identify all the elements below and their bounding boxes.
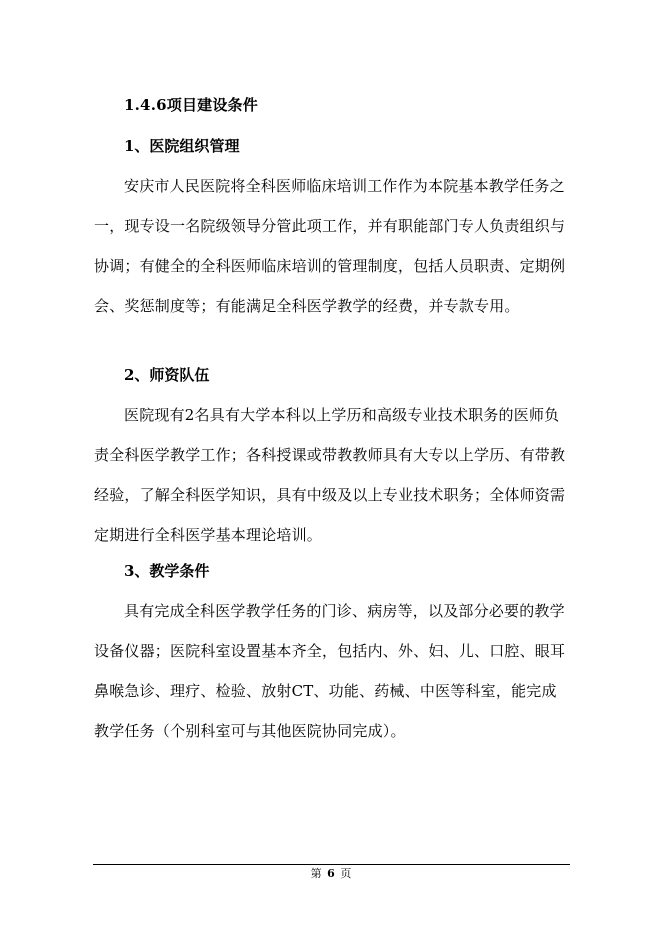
page-number-value: 6 bbox=[327, 867, 335, 880]
section-heading-organization-management: 1、医院组织管理 bbox=[124, 137, 240, 155]
section-heading-teaching-conditions: 3、教学条件 bbox=[124, 562, 210, 580]
page-number-suffix: 页 bbox=[340, 867, 352, 880]
teaching-conditions-paragraph: 具有完成全科医学教学任务的门诊、病房等，以及部分必要的教学设备仪器；医院科室设置基本齐全，包括内、外、妇、儿、口腔、眼耳鼻喉急诊、理疗、检验、放射CT、功能、药械、中医等科室，能完成教学任务（个别科室可与其他医院协同完成）。 bbox=[94, 602, 566, 740]
page-number bbox=[0, 866, 662, 882]
section-title: 1.4.6项目建设条件 bbox=[124, 96, 258, 114]
teaching-staff-paragraph: 医院现有2名具有大学本科以上学历和高级专业技术职务的医师负责全科医学教学工作；各科授课或带教教师具有大专以上学历、有带教经验，了解全科医学知识，具有中级及以上专业技术职务；全体师资需定期进行全科医学基本理论培训。 bbox=[94, 406, 566, 544]
page-number-prefix: 第 bbox=[310, 867, 322, 880]
organization-management-paragraph: 安庆市人民医院将全科医师临床培训工作作为本院基本教学任务之一，现专设一名院级领导分管此项工作，并有职能部门专人负责组织与协调；有健全的全科医师临床培训的管理制度，包括人员职责、定期例会、奖惩制度等；有能满足全科医学教学的经费，并专款专用。 bbox=[94, 177, 566, 315]
section-heading-teaching-staff: 2、师资队伍 bbox=[124, 366, 210, 384]
footer-divider bbox=[93, 864, 570, 865]
document-body bbox=[94, 94, 570, 751]
